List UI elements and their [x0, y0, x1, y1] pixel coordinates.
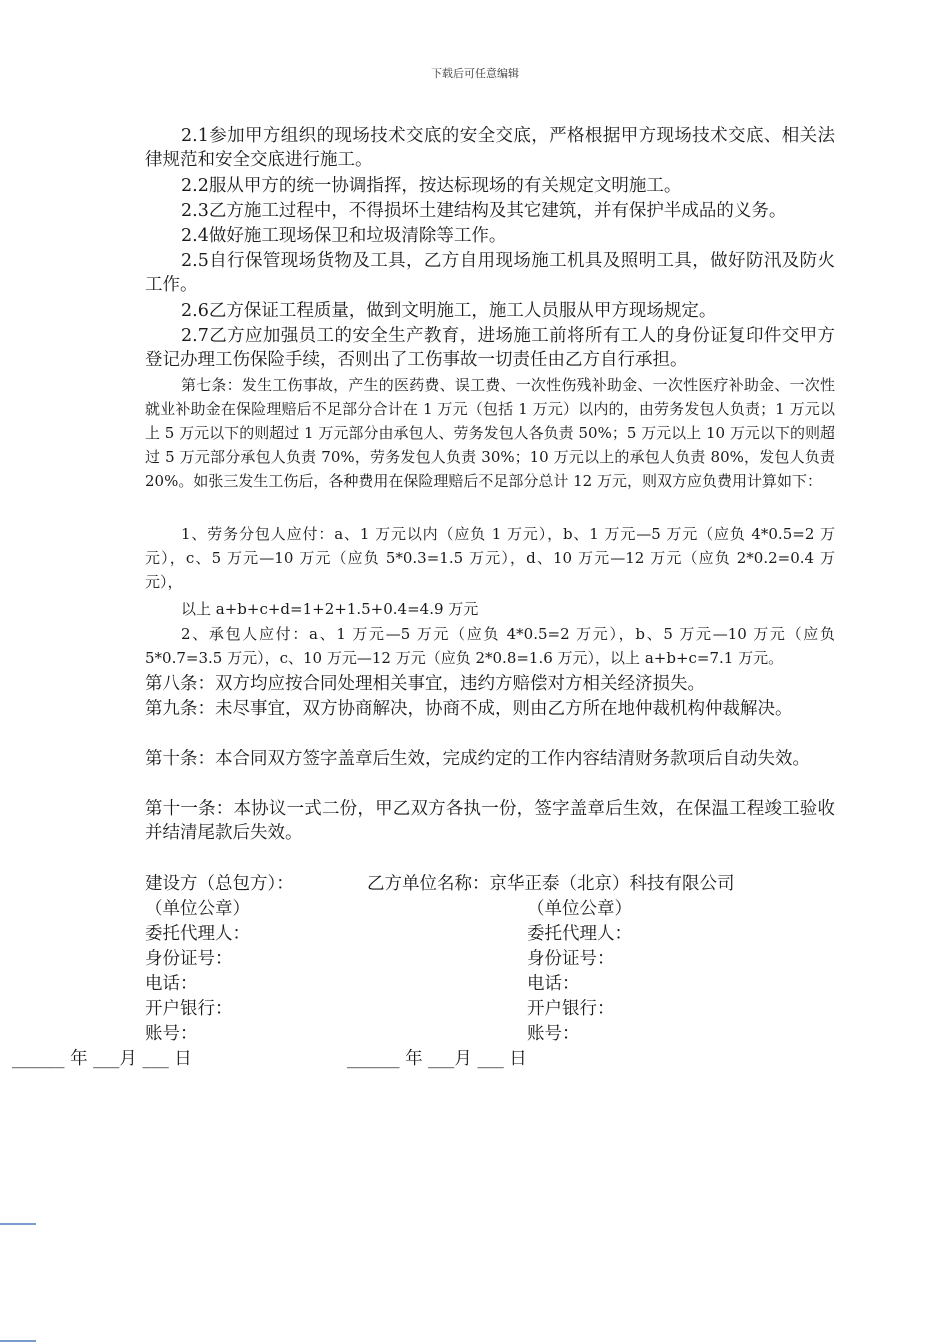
left-party-label: 建设方（总包方）：	[145, 874, 294, 894]
page-header: 下载后可任意编辑	[431, 67, 519, 80]
article-10: 第十条：本合同双方签字盖章后生效，完成约定的工作内容结清财务款项后自动失效。	[145, 749, 810, 769]
article-8: 第八条：双方均应按合同处理相关事宜，违约方赔偿对方相关经济损失。	[145, 674, 705, 694]
article-11: 第十一条：本协议一式二份，甲乙双方各执一份，签字盖章后生效，在保温工程竣工验收并结清尾款后失效。	[145, 799, 835, 843]
article-7: 第七条：发生工伤事故，产生的医药费、误工费、一次性伤残补助金、一次性医疗补助金、一次性就业补助金在保险理赔后不足部分合计在 1 万元（包括 1 万元）以内的，由劳务发包人负责；1 万元以上 5 万元以下的则超过 1 万元部分由承包人、劳务发包人各负责 50%；5 万元以上 10 万元以下的则超过 5 万元部分承包人负责 70%，劳务发包人负责 30%；10 万元以上的承包人负责 80%，发包人负责 20%。如张三发生工伤后，各种费用在保险理赔后不足部分总计 12 万元，则双方应负费用计算如下：	[145, 376, 835, 490]
right-id-number: 身份证号：	[527, 949, 615, 969]
clause-2-1: 2.1参加甲方组织的现场技术交底的安全交底，严格根据甲方现场技术交底、相关法律规范和安全交底进行施工。	[145, 126, 835, 170]
article-9: 第九条：未尽事宜，双方协商解决，协商不成，则由乙方所在地仲裁机构仲裁解决。	[145, 699, 793, 719]
left-seal: （单位公章）	[145, 899, 250, 919]
right-seal: （单位公章）	[527, 899, 632, 919]
clause-2-3: 2.3乙方施工过程中，不得损坏土建结构及其它建筑，并有保护半成品的义务。	[181, 201, 787, 221]
left-phone: 电话：	[145, 974, 198, 994]
calc-subcontractor-sum: 以上 a+b+c+d=1+2+1.5+0.4=4.9 万元	[181, 600, 479, 618]
right-party-label: 乙方单位名称：京华正泰（北京）科技有限公司	[367, 874, 735, 894]
clause-2-5: 2.5自行保管现场货物及工具，乙方自用现场施工机具及照明工具，做好防汛及防火工作。	[145, 251, 835, 295]
calc-contractor: 2、承包人应付：a、1 万元—5 万元（应负 4*0.5=2 万元），b、5 万元—10 万元（应负 5*0.7=3.5 万元），c、10 万元—12 万元（应负 2*0.8=1.6 万元），以上 a+b+c=7.1 万元。	[145, 625, 835, 667]
right-agent: 委托代理人：	[527, 924, 632, 944]
clause-2-7: 2.7乙方应加强员工的安全生产教育，进场施工前将所有工人的身份证复印件交甲方登记办理工伤保险手续，否则出了工伤事故一切责任由乙方自行承担。	[145, 326, 835, 370]
left-agent: 委托代理人：	[145, 924, 250, 944]
left-account: 账号：	[145, 1024, 198, 1044]
right-date: ______ 年 ___月 ___ 日	[347, 1049, 527, 1069]
margin-mark	[0, 1340, 36, 1342]
margin-mark	[0, 1223, 36, 1225]
clause-2-2: 2.2服从甲方的统一协调指挥，按达标现场的有关规定文明施工。	[181, 176, 682, 196]
left-date: ______ 年 ___月 ___ 日	[12, 1049, 192, 1069]
left-id-number: 身份证号：	[145, 949, 233, 969]
calc-subcontractor: 1、劳务分包人应付：a、1 万元以内（应负 1 万元），b、1 万元—5 万元（应负 4*0.5=2 万元），c、5 万元—10 万元（应负 5*0.3=1.5 万元），d、10 万元—12 万元（应负 2*0.2=0.4 万元），	[145, 525, 835, 591]
right-phone: 电话：	[527, 974, 580, 994]
right-account: 账号：	[527, 1024, 580, 1044]
right-bank: 开户银行：	[527, 999, 615, 1019]
clause-2-6: 2.6乙方保证工程质量，做到文明施工，施工人员服从甲方现场规定。	[181, 301, 717, 321]
left-bank: 开户银行：	[145, 999, 233, 1019]
clause-2-4: 2.4做好施工现场保卫和垃圾清除等工作。	[181, 226, 507, 246]
